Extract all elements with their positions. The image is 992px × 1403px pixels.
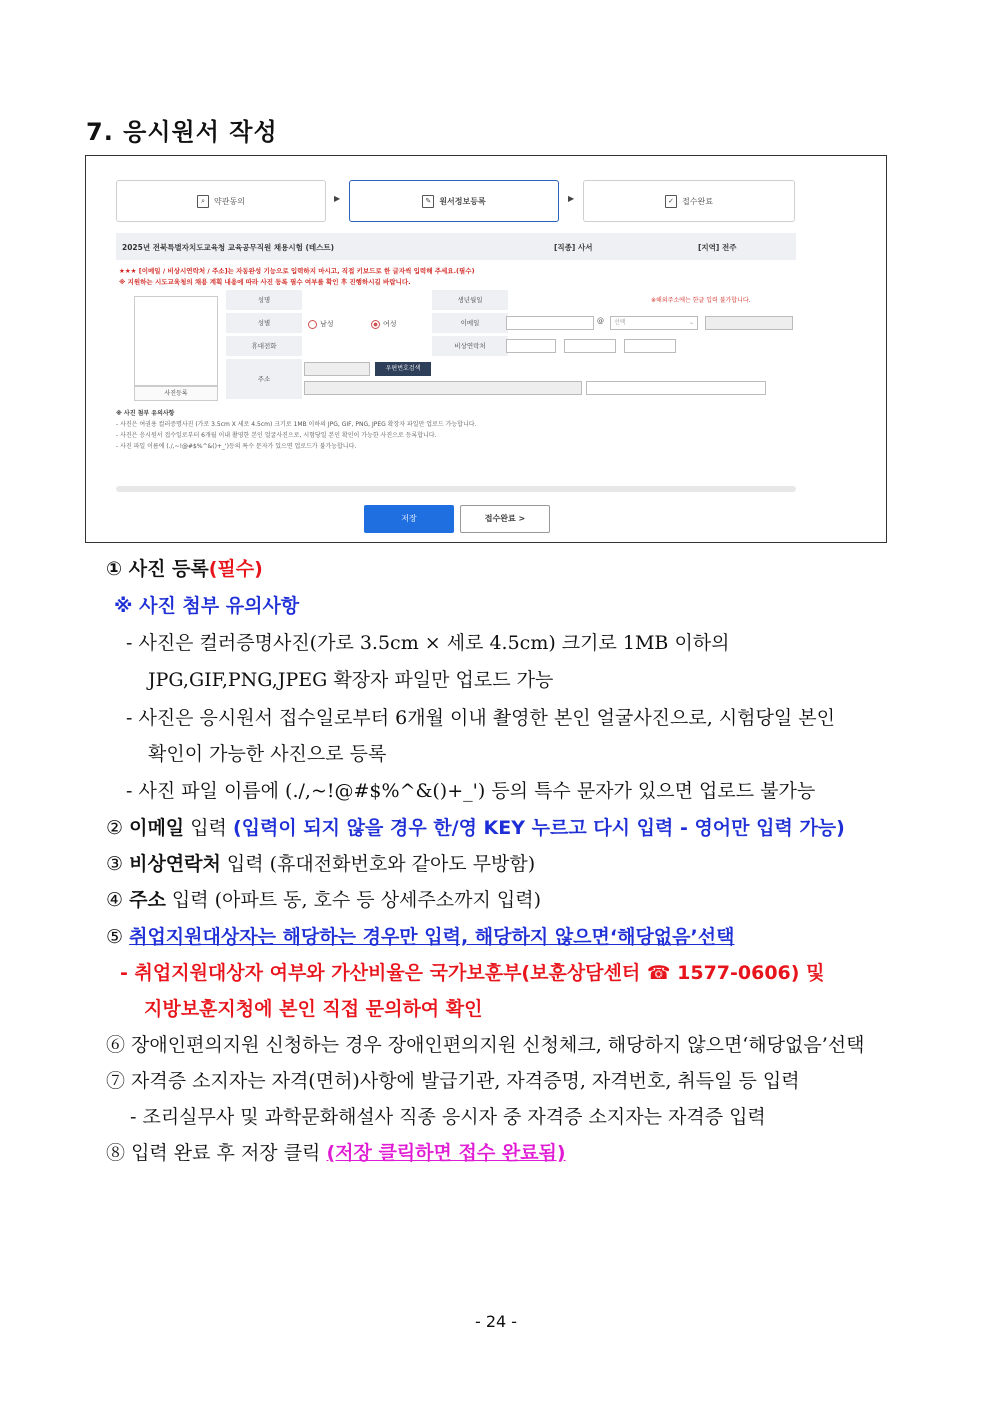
- item-1-bullet-2b: 확인이 가능한 사진으로 등록: [148, 743, 387, 765]
- exam-name: 2025년 전북특별자치도교육청 교육공무직원 채용시험 (테스트): [122, 243, 335, 252]
- label-gender: 성별: [226, 313, 302, 333]
- item-3: ③ 비상연락처 입력 (휴대전화번호와 같아도 무방함): [106, 853, 536, 875]
- step-application-info[interactable]: ✎ 원서정보등록: [349, 180, 559, 222]
- check-document-icon: ✓: [665, 195, 677, 208]
- item-8: ⑧ 입력 완료 후 저장 클릭 (저장 클릭하면 접수 완료됨): [106, 1142, 566, 1164]
- photo-register-button[interactable]: 사진등록: [134, 386, 218, 401]
- document-edit-icon: ✎: [422, 195, 434, 208]
- zipcode-search-button[interactable]: 우편번호검색: [375, 362, 431, 376]
- item-1-bullet-2a: - 사진은 응시원서 접수일로부터 6개월 이내 촬영한 본인 얼굴사진으로, 시험당일 본인: [126, 707, 835, 729]
- gender-male-radio[interactable]: 남성: [308, 319, 334, 329]
- item-4: ④ 주소 입력 (아파트 동, 호수 등 상세주소까지 입력): [106, 889, 541, 911]
- item-1-bullet-3: - 사진 파일 이름에 (./,~!@#$%^&()+_') 등의 특수 문자가 있으면 업로드 불가능: [126, 780, 816, 802]
- emergency-phone-1[interactable]: [506, 339, 556, 353]
- email-at: @: [597, 317, 604, 325]
- step-complete[interactable]: ✓ 접수완료: [583, 180, 795, 222]
- page-title: 7. 응시원서 작성: [86, 118, 278, 146]
- address-hint: ※해외주소에는 한글 입력 불가합니다.: [651, 297, 751, 304]
- region: [지역] 전주: [698, 243, 737, 252]
- emergency-phone-3[interactable]: [624, 339, 676, 353]
- label-emergency: 비상연락처: [432, 336, 508, 356]
- item-7-bullet: - 조리실무사 및 과학문화해설사 직종 응시자 중 자격증 소지자는 자격증 입력: [130, 1106, 766, 1128]
- autofill-warning: ★★★ [이메일 / 비상시연락처 / 주소]는 자동완성 기능으로 입력하지 마시고, 직접 키보드로 한 글자씩 입력해 주세요.(필수): [119, 267, 475, 275]
- photo-warning: ※ 지원하는 시도교육청의 채용 계획 내용에 따라 사진 등록 필수 여부를 확인 후 진행하시길 바랍니다.: [119, 278, 411, 286]
- item-2: ② 이메일 입력 (입력이 되지 않을 경우 한/영 KEY 누르고 다시 입력 - 영어만 입력 가능): [106, 817, 845, 839]
- zipcode-field[interactable]: [304, 362, 370, 376]
- item-5-bullet-b: 지방보훈지청에 본인 직접 문의하여 확인: [144, 998, 483, 1020]
- photo-preview: [134, 296, 218, 386]
- emergency-phone-2[interactable]: [564, 339, 616, 353]
- address-detail-field[interactable]: [586, 381, 766, 395]
- item-1-subtitle: ※ 사진 첨부 유의사항: [114, 595, 300, 617]
- gender-female-radio[interactable]: 여성: [371, 319, 397, 329]
- email-domain-field[interactable]: [705, 316, 793, 330]
- item-6: ⑥ 장애인편의지원 신청하는 경우 장애인편의지원 신청체크, 해당하지 않으면‘해당없음’선택: [106, 1034, 865, 1056]
- radio-icon: [308, 320, 317, 329]
- job-type: [직종] 사서: [554, 243, 593, 252]
- email-id-field[interactable]: [506, 316, 594, 330]
- page-number: - 24 -: [474, 1312, 518, 1331]
- label-mobile: 휴대전화: [226, 336, 302, 356]
- item-5-bullet-a: - 취업지원대상자 여부와 가산비율은 국가보훈부(보훈상담센터 ☎ 1577-0606) 및: [120, 962, 825, 984]
- step-arrow-icon: ▶: [568, 194, 575, 203]
- name-field[interactable]: [304, 293, 434, 307]
- step-arrow-icon: ▶: [334, 194, 341, 203]
- step-terms[interactable]: ⌕ 약관동의: [116, 180, 326, 222]
- chevron-down-icon: ⌄: [688, 319, 694, 326]
- email-domain-select[interactable]: 선택 ⌄: [610, 316, 698, 330]
- label-birth: 생년월일: [432, 290, 508, 310]
- radio-selected-icon: [371, 320, 380, 329]
- address-field[interactable]: [304, 381, 582, 395]
- item-7: ⑦ 자격증 소지자는 자격(면허)사항에 발급기관, 자격증명, 자격번호, 취득일 등 입력: [106, 1070, 800, 1092]
- item-5: ⑤ 취업지원대상자는 해당하는 경우만 입력, 해당하지 않으면‘해당없음’선택: [106, 926, 735, 948]
- item-1: ① 사진 등록(필수): [106, 558, 263, 580]
- horizontal-scrollbar[interactable]: [116, 486, 796, 492]
- complete-button[interactable]: 접수완료 >: [460, 505, 550, 533]
- label-email: 이메일: [432, 313, 508, 333]
- label-name: 성명: [226, 290, 302, 310]
- item-1-bullet-1b: JPG,GIF,PNG,JPEG 확장자 파일만 업로드 가능: [148, 669, 554, 691]
- exam-info-bar: [116, 233, 796, 260]
- application-form-screenshot: [85, 155, 887, 543]
- label-address: 주소: [226, 359, 302, 399]
- save-button[interactable]: 저장: [364, 505, 454, 533]
- item-1-bullet-1a: - 사진은 컬러증명사진(가로 3.5cm × 세로 4.5cm) 크기로 1MB 이하의: [126, 632, 730, 654]
- photo-notes: ※ 사진 첨부 유의사항 - 사진은 여권용 컬러증명사진 (가로 3.5cm X 세로 4.5cm) 크기로 1MB 이하의 JPG, GIF, PNG, JPEG 확장자 파일만 업로드 가능합니다. - 사진은 응시원서 접수일로부터 6개월 이내 촬영한 본인 얼굴사진으로, 시험당일 본인 확인이 가능한 사진으로 등록합니다. - 사진 파일 이름에 (./,~!@#$%^&()+_')등의 특수 문자가 있으면 업로드가 불가능합니다.: [116, 410, 477, 450]
- document-search-icon: ⌕: [197, 195, 209, 208]
